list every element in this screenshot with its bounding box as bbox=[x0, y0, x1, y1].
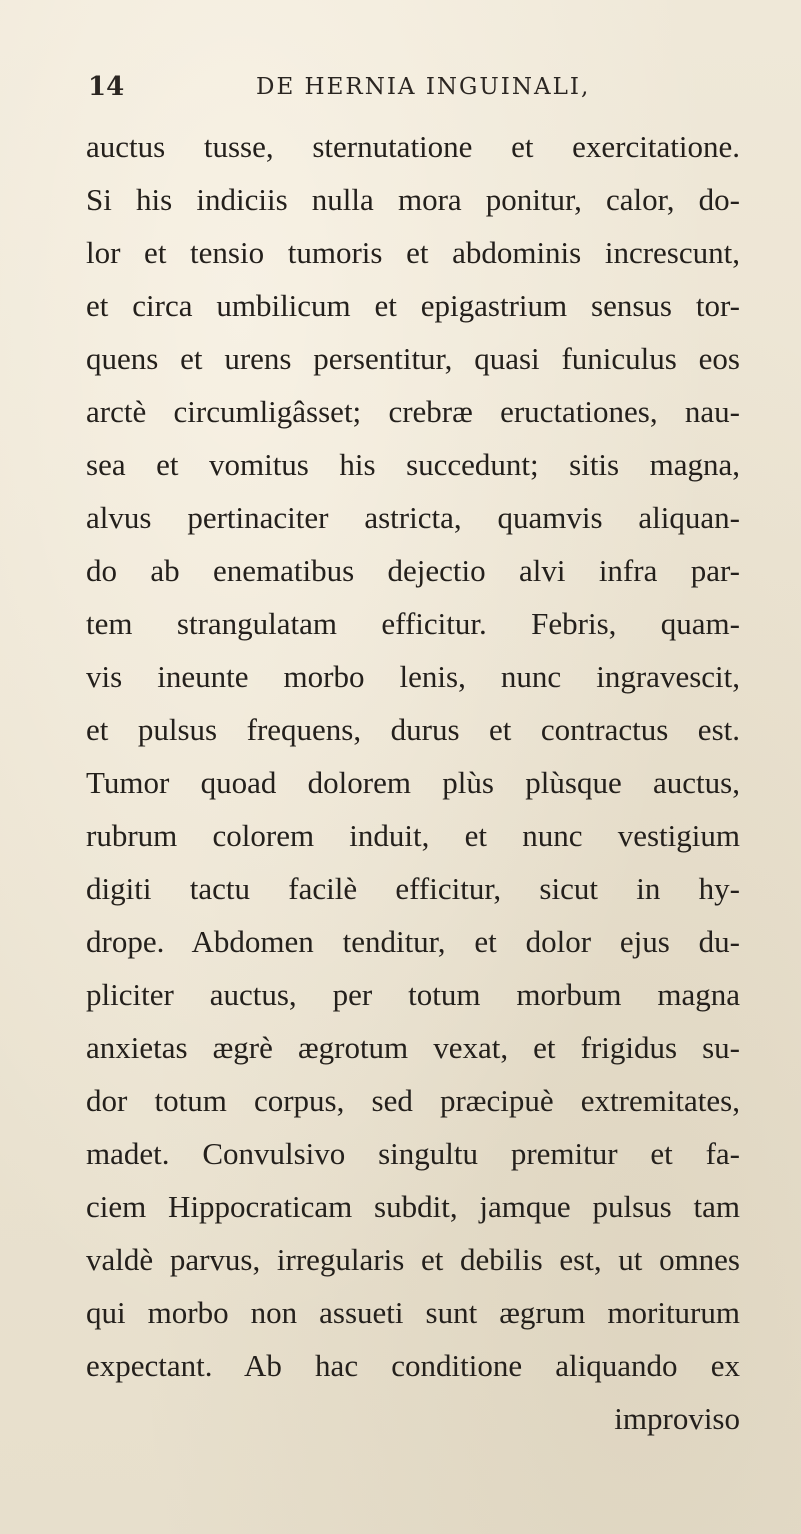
text-line: arctè circumligâsset; crebræ eructationes, nau- bbox=[86, 394, 740, 429]
running-head: DE HERNIA INGUINALI, bbox=[256, 74, 591, 100]
page-number: 14 bbox=[88, 72, 125, 102]
text-line: quens et urens persentitur, quasi funiculus eos bbox=[86, 341, 740, 376]
text-line: qui morbo non assueti sunt ægrum moriturum bbox=[86, 1295, 740, 1330]
text-line: sea et vomitus his succedunt; sitis magna, bbox=[86, 447, 740, 482]
text-line: do ab enematibus dejectio alvi infra par- bbox=[86, 553, 740, 588]
page-header bbox=[88, 72, 728, 112]
text-line: Si his indiciis nulla mora ponitur, calor, do- bbox=[86, 182, 740, 217]
text-line: valdè parvus, irregularis et debilis est, ut omnes bbox=[86, 1242, 740, 1277]
text-line: ciem Hippocraticam subdit, jamque pulsus tam bbox=[86, 1189, 740, 1224]
text-line: alvus pertinaciter astricta, quamvis aliquan- bbox=[86, 500, 740, 535]
text-line: dor totum corpus, sed præcipuè extremitates, bbox=[86, 1083, 740, 1118]
text-line: tem strangulatam efficitur. Febris, quam- bbox=[86, 606, 740, 641]
text-line: digiti tactu facilè efficitur, sicut in hy- bbox=[86, 871, 740, 906]
text-line: madet. Convulsivo singultu premitur et fa- bbox=[86, 1136, 740, 1171]
text-line: Tumor quoad dolorem plùs plùsque auctus, bbox=[86, 765, 740, 800]
text-line: expectant. Ab hac conditione aliquando ex bbox=[86, 1348, 740, 1383]
text-line: vis ineunte morbo lenis, nunc ingravescit, bbox=[86, 659, 740, 694]
text-line: pliciter auctus, per totum morbum magna bbox=[86, 977, 740, 1012]
text-line: drope. Abdomen tenditur, et dolor ejus du- bbox=[86, 924, 740, 959]
catchword: improviso bbox=[614, 1401, 740, 1436]
text-line: et pulsus frequens, durus et contractus est. bbox=[86, 712, 740, 747]
body-text bbox=[86, 120, 740, 1445]
text-line: lor et tensio tumoris et abdominis increscunt, bbox=[86, 235, 740, 270]
text-line: rubrum colorem induit, et nunc vestigium bbox=[86, 818, 740, 853]
text-line: auctus tusse, sternutatione et exercitatione. bbox=[86, 129, 740, 164]
text-line: anxietas ægrè ægrotum vexat, et frigidus su- bbox=[86, 1030, 740, 1065]
text-line: et circa umbilicum et epigastrium sensus tor- bbox=[86, 288, 740, 323]
